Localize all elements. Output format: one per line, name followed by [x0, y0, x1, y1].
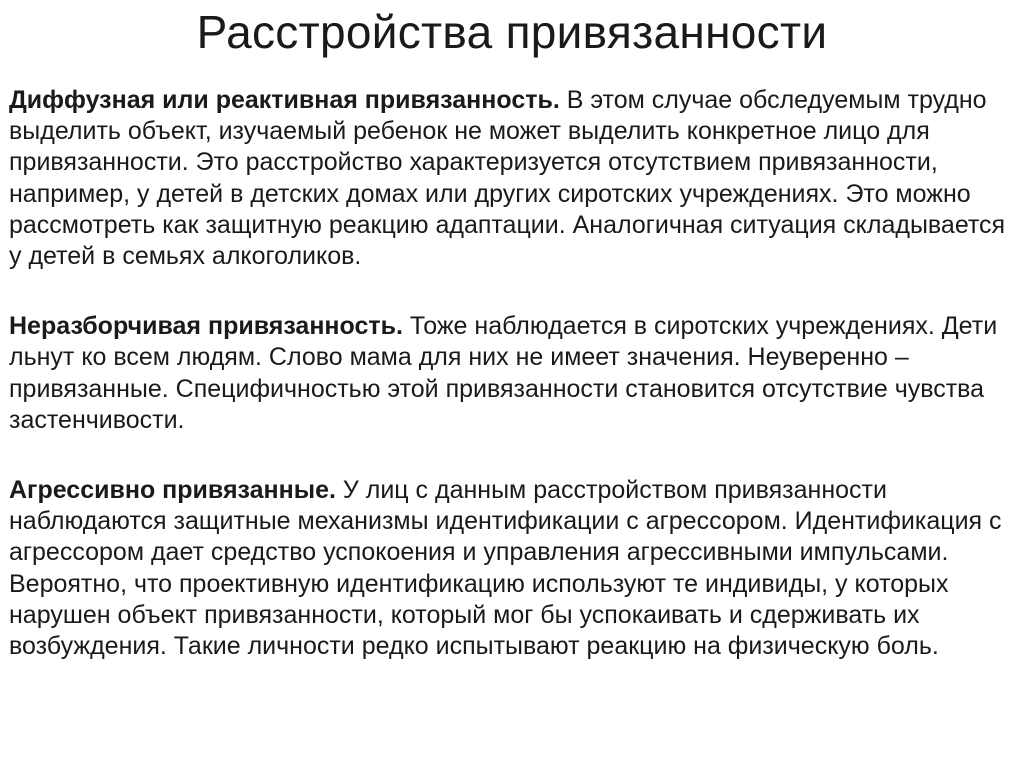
term-heading: Диффузная или реактивная привязанность. [9, 86, 560, 114]
paragraph-text: Тоже наблюдается в сиротских учреждениях. Дети льнут ко всем людям. Слово мама для них не имеет значения. Неуверенно – привязанные. Специфичностью этой привязанности становится отсутствие чувства застенчивости. [9, 312, 998, 434]
term-heading: Неразборчивая привязанность. [9, 312, 403, 341]
slide-body [9, 85, 1015, 662]
slide-title: Расстройства привязанности [196, 6, 828, 58]
paragraph-text: В этом случае обследуемым трудно выделить объект, изучаемый ребенок не может выделить конкретное лицо для привязанности. Это расстройство характеризуется отсутствием привязанности, например, у детей в детских домах или других сиротских учреждениях. Это можно рассмотреть как защитную реакцию адаптации. Аналогичная ситуация складывается у детей в семьях алкоголиков. [9, 86, 1006, 271]
paragraph-indiscriminate-attachment [9, 311, 1015, 436]
paragraph-text: У лиц с данным расстройством привязанности наблюдаются защитные механизмы идентификации с агрессором. Идентификация с агрессором дает средство успокоения и управления агрессивными импульсами. Вероятно, что проективную идентификацию используют те индивиды, у которых нарушен объект привязанности, который мог бы успокаивать и сдерживать их возбуждения. Такие личности редко испытывают реакцию на физическую боль. [9, 476, 1002, 661]
paragraph-diffuse-attachment [9, 85, 1015, 272]
paragraph-aggressive-attachment [9, 475, 1015, 662]
term-heading: Агрессивно привязанные. [9, 476, 336, 505]
